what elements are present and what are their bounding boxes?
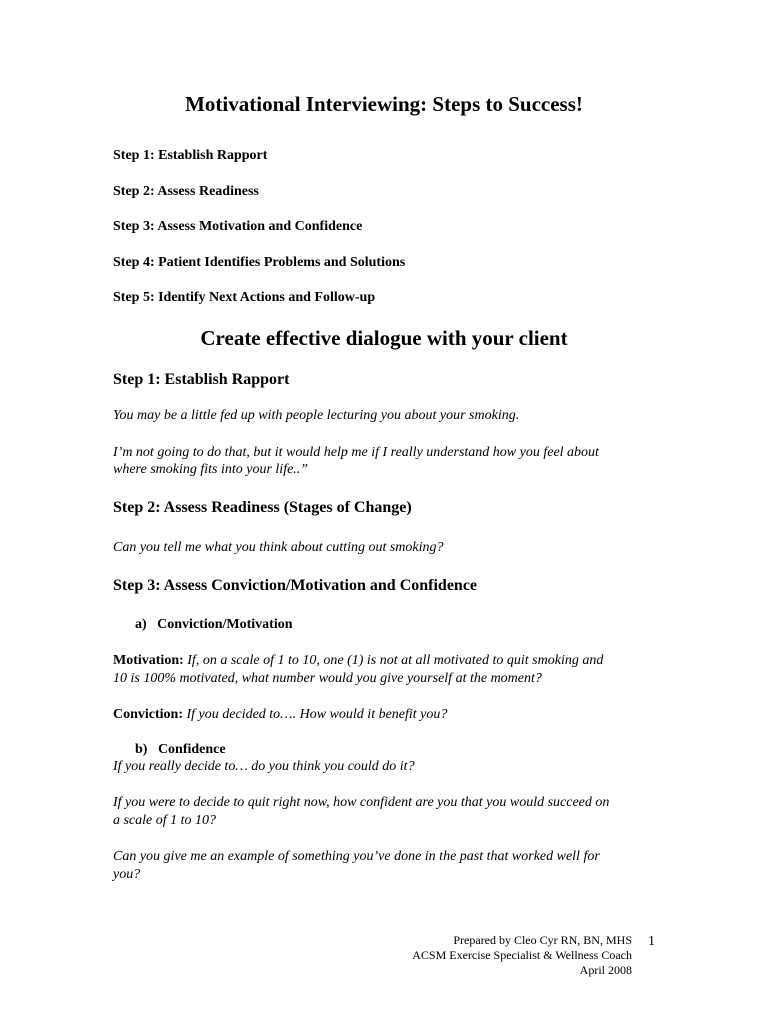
motivation-label: Motivation: — [113, 653, 184, 668]
step3-heading: Step 3: Assess Conviction/Motivation and Confidence — [113, 577, 478, 594]
conviction-label: Conviction: — [113, 707, 183, 722]
motivation-text-1: If, on a scale of 1 to 10, one (1) is not at all motivated to quit smoking and — [187, 653, 604, 668]
confidence-line-3: a scale of 1 to 10? — [113, 813, 217, 828]
step1-line-1: You may be a little fed up with people lecturing you about your smoking. — [113, 408, 520, 423]
motivation-line-1 — [113, 653, 603, 669]
confidence-line-4: Can you give me an example of something you’ve done in the past that worked well for — [113, 849, 600, 864]
step1-line-2: I’m not going to do that, but it would help me if I really understand how you feel about — [113, 445, 599, 460]
summary-step-2: Step 2: Assess Readiness — [113, 184, 259, 199]
dialogue-subtitle: Create effective dialogue with your client — [200, 326, 568, 350]
confidence-line-2: If you were to decide to quit right now, how confident are you that you would succeed on — [113, 795, 610, 810]
summary-step-4: Step 4: Patient Identifies Problems and Solutions — [113, 255, 406, 270]
summary-step-3: Step 3: Assess Motivation and Confidence — [113, 219, 363, 234]
conviction-line — [113, 707, 447, 723]
confidence-line-5: you? — [113, 867, 141, 882]
step2-line-1: Can you tell me what you think about cutting out smoking? — [113, 540, 444, 555]
footer-prepared-by: Prepared by Cleo Cyr RN, BN, MHS — [453, 933, 632, 947]
summary-step-1: Step 1: Establish Rapport — [113, 148, 268, 163]
conviction-text: If you decided to…. How would it benefit you? — [186, 707, 448, 722]
motivation-text-2: 10 is 100% motivated, what number would you give yourself at the moment? — [113, 671, 542, 686]
step1-line-3: where smoking fits into your life..” — [113, 462, 309, 477]
page-number: 1 — [648, 934, 655, 949]
footer-credentials: ACSM Exercise Specialist & Wellness Coach — [412, 948, 632, 962]
step1-heading: Step 1: Establish Rapport — [113, 371, 290, 388]
summary-step-5: Step 5: Identify Next Actions and Follow-up — [113, 290, 376, 305]
step3-sub-b-heading: b) Confidence — [135, 742, 226, 757]
step3-sub-a-heading: a) Conviction/Motivation — [135, 617, 293, 632]
step2-heading: Step 2: Assess Readiness (Stages of Change) — [113, 499, 412, 516]
footer-date: April 2008 — [579, 963, 632, 977]
confidence-line-1: If you really decide to… do you think you could do it? — [113, 759, 415, 774]
document-title: Motivational Interviewing: Steps to Success! — [185, 92, 583, 116]
